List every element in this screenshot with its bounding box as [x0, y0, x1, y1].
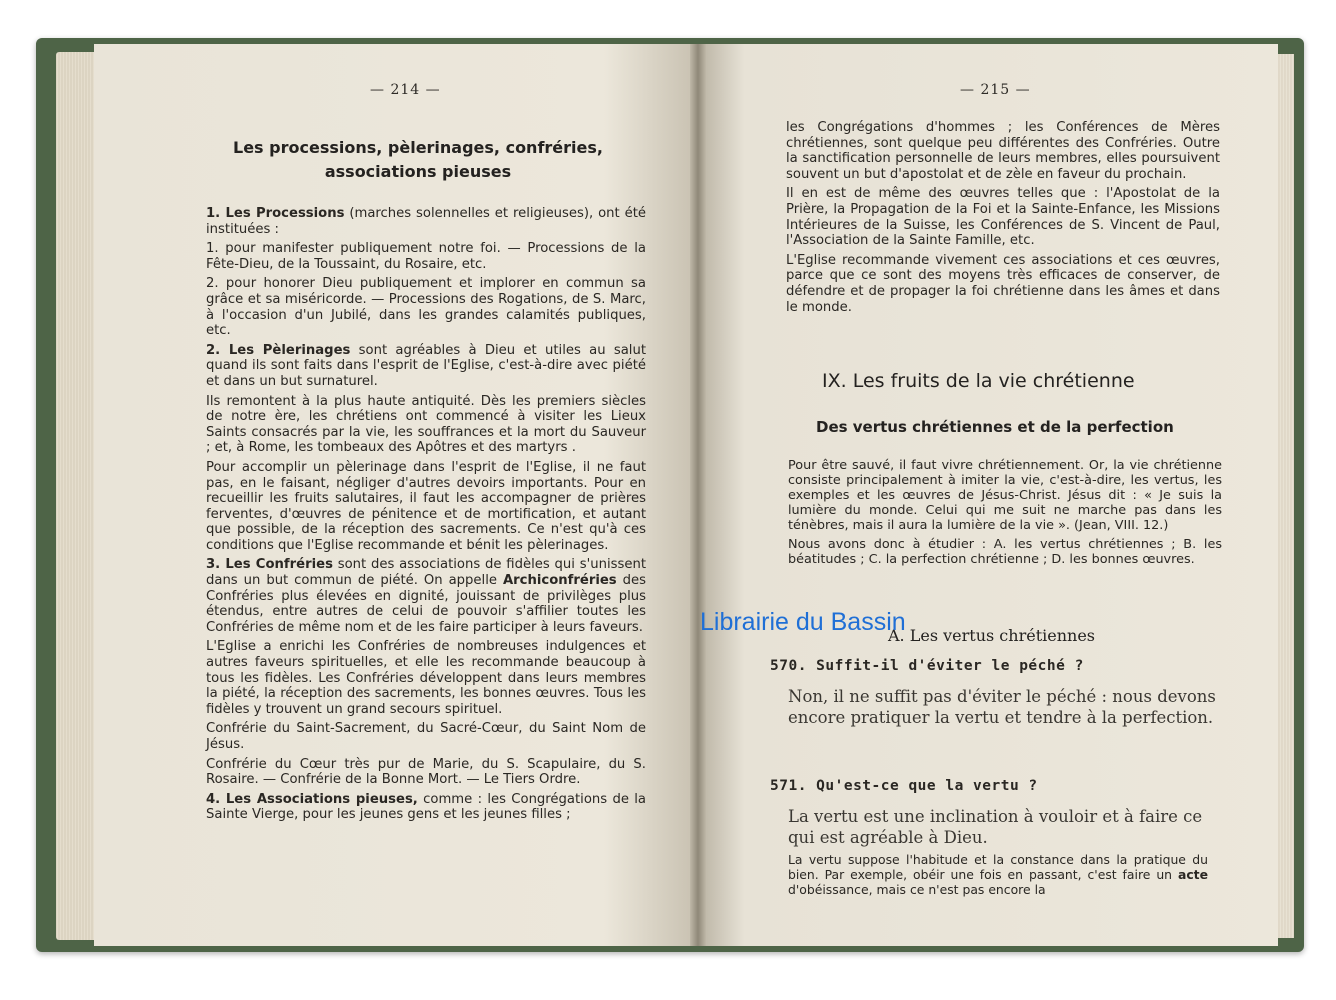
answer-570: Non, il ne suffit pas d'éviter le péché : nous devons encore pratiquer la vertu et tendre à la perfection. [788, 687, 1216, 727]
book-gutter [690, 44, 706, 946]
page-number-215: — 215 — [960, 82, 1031, 98]
paragraph-vertu [788, 852, 1208, 897]
bold-term: 3. Les Confréries [206, 557, 333, 573]
text-run: La vertu suppose l'habitude et la constance dans la pratique du bien. Par exemple, obéir une fois en passant, c'est faire un [788, 852, 1208, 882]
left-page [94, 44, 694, 946]
paragraph: Confrérie du Cœur très pur de Marie, du S. Scapulaire, du S. Rosaire. — Confrérie de la Bonne Mort. — Le Tiers Ordre. [206, 756, 646, 788]
left-body-text [206, 206, 646, 827]
paragraph: Il en est de même des œuvres telles que : l'Apostolat de la Prière, la Propagation de la Foi et la Sainte-Enfance, les Missions Intérieures de la Suisse, les Conférences de S. Vincent de Paul, l'Association de la Sainte Famille, etc. [786, 186, 1220, 249]
paragraph: les Congrégations d'hommes ; les Conférences de Mères chrétiennes, sont quelque peu différentes des Confréries. Outre la sanctification personnelle de leurs membres, elles poursuivent souvent un but d'apostolat et de zèle en faveur du prochain. [786, 120, 1220, 182]
paragraph: 1. pour manifester publiquement notre foi. — Processions de la Fête-Dieu, de la Toussaint, du Rosaire, etc. [206, 241, 646, 272]
bold-term: Archiconfréries [502, 573, 617, 589]
paragraph-pelerinages [206, 343, 646, 390]
text-run: sont des associations de fidèles qui s'unissent dans un but commun de piété. On appelle [206, 557, 646, 589]
right-body-text-top [786, 120, 1220, 319]
paragraph: L'Eglise recommande vivement ces associations et ces œuvres, parce que ce sont des moyens très efficaces de conserver, de défendre et de propager la foi chrétienne dans les âmes et dans le monde. [786, 252, 1220, 315]
text-run: des Confréries plus élevées en dignité, jouissant de privilèges plus étendus, entre autres de celui de pouvoir s'affilier toutes les Confréries de même nom et de les faire participer à leurs faveurs. [206, 573, 646, 635]
text-run: d'obéissance, mais ce n'est pas encore la [788, 882, 1046, 897]
paragraph: Pour accomplir un pèlerinage dans l'esprit de l'Eglise, il ne faut pas, en le faisant, négliger d'autres devoirs importants. Pour en recueillir les fruits salutaires, il faut les accompagner de prières ferventes, d'œuvres de pénitence et de mortification, et autant que possible, de la réception des sacrements. Ce n'est qu'à ces conditions que l'Eglise recommande et bénit les pèlerinages. [206, 459, 646, 553]
paragraph: L'Eglise a enrichi les Confréries de nombreuses indulgences et autres faveurs spirituelles, et elle les recommande beaucoup à tous les fidèles. Les Confréries développent dans leurs membres la piété, la réception des sacrements, les bonnes œuvres. Tous les fidèles y trouvent un grand secours spirituel. [206, 639, 646, 717]
paragraph: Confrérie du Saint-Sacrement, du Sacré-Cœur, du Saint Nom de Jésus. [206, 721, 646, 752]
paragraph-processions [206, 206, 646, 237]
text-run: (marches solennelles et religieuses), ont été instituées : [206, 206, 646, 237]
bold-term: 1. Les Processions [206, 206, 345, 221]
bold-term: 4. Les Associations pieuses, [206, 791, 418, 807]
paragraph: Nous avons donc à étudier : A. les vertus chrétiennes ; B. les béatitudes ; C. la perfection chrétienne ; D. les bonnes œuvres. [788, 537, 1222, 567]
paragraph-associations [206, 792, 646, 823]
right-page [698, 44, 1278, 946]
paragraph: Ils remontent à la plus haute antiquité. Dès les premiers siècles de notre ère, les chrétiens ont commencé à visiter les Lieux Saints consacrés par la vie, les souffrances et la mort du Sauveur ; et, à Rome, les tombeaux des Apôtres et des martyrs . [206, 393, 646, 456]
chapter-heading: IX. Les fruits de la vie chrétienne [822, 370, 1135, 392]
bold-term: 2. Les Pèlerinages [206, 342, 351, 358]
question-571: 571. Qu'est-ce que la vertu ? [770, 778, 1038, 794]
right-body-text-middle [788, 458, 1222, 571]
subsection-heading: Des vertus chrétiennes et de la perfection [816, 418, 1174, 436]
paragraph-confreries [206, 557, 646, 635]
answer-571: La vertu est une inclination à vouloir et à faire ce qui est agréable à Dieu. [788, 807, 1203, 847]
paragraph: Pour être sauvé, il faut vivre chrétiennement. Or, la vie chrétienne consiste principalement à imiter la vie, c'est-à-dire, les vertus, les exemples et les œuvres de Jésus-Christ. Jésus dit : « Je suis la lumière du monde. Celui qui me suit ne marche pas dans les ténèbres, mais il aura la lumière de la vie ». (Jean, VIII. 12.) [788, 458, 1222, 533]
text-run: comme : les Congrégations de la Sainte Vierge, pour les jeunes gens et les jeunes filles ; [206, 791, 646, 823]
watermark-text: Librairie du Bassin [700, 608, 906, 636]
question-570: 570. Suffit-il d'éviter le péché ? [770, 658, 1084, 674]
text-run: sont agréables à Dieu et utiles au salut quand ils sont faits dans l'esprit de l'Eglise, c'est-à-dire avec piété et dans un but surnaturel. [206, 342, 646, 389]
paragraph: 2. pour honorer Dieu publiquement et implorer en commun sa grâce et sa miséricorde. — Processions des Rogations, de S. Marc, à l'occasion d'un Jubilé, dans les grandes calamités publiques, etc. [206, 276, 646, 339]
section-heading-left: Les processions, pèlerinages, confréries, associations pieuses [233, 138, 603, 181]
page-number-214: — 214 — [370, 82, 441, 98]
section-a-heading: A. Les vertus chrétiennes [888, 626, 1095, 645]
bold-term: acte [1177, 867, 1208, 882]
